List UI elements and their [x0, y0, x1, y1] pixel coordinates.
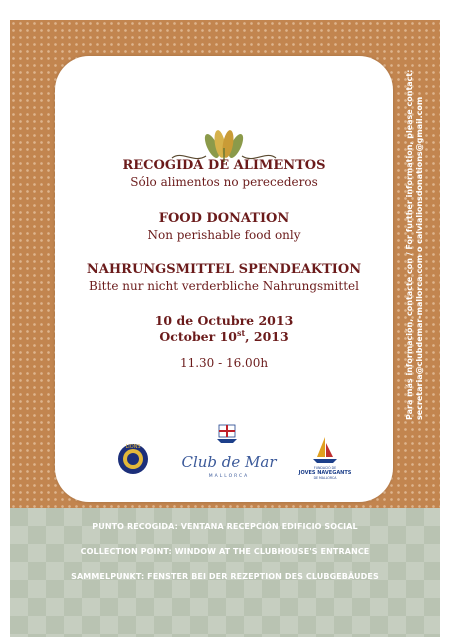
spanish-title: RECOGIDA DE ALIMENTOS	[122, 158, 326, 173]
spanish-subtitle: Sólo alimentos no perecederos	[130, 175, 318, 189]
contact-info	[405, 69, 424, 480]
sponsor-logos	[55, 419, 393, 483]
date-english: October 10st, 2013	[159, 328, 289, 345]
lions-logo-text: LIONS	[125, 444, 141, 450]
date-spanish: 10 de Octubre 2013	[154, 313, 294, 328]
german-subtitle: Bitte nur nicht verderbliche Nahrungsmittel	[89, 279, 359, 293]
time-range: 11.30 - 16.00h	[179, 356, 269, 370]
club-de-mar-text: Club de Mar	[181, 453, 277, 471]
lions-logo-icon	[118, 444, 148, 474]
contact-line-2: secretaria@clubdemar-mallorca.com o calvialionsdonations@gmail.com	[415, 96, 424, 420]
joves-city-text: DE MALLORCA	[313, 476, 337, 480]
contact-line-1: Para más información, contacte con / For further information, please contact:	[405, 69, 414, 420]
info-card	[55, 56, 393, 502]
english-subtitle: Non perishable food only	[147, 228, 301, 242]
english-title: FOOD DONATION	[158, 211, 290, 226]
collection-point-de: SAMMELPUNKT: FENSTER BEI DER REZEPTION DES CLUBGEBÄUDES	[71, 572, 379, 581]
club-de-mar-logo-icon	[181, 425, 277, 479]
joves-name-text: JOVES NAVEGANTS	[298, 470, 352, 476]
german-title: NAHRUNGSMITTEL SPENDEAKTION	[86, 262, 362, 277]
collection-point-en: COLLECTION POINT: WINDOW AT THE CLUBHOUSE'S ENTRANCE	[80, 547, 370, 556]
joves-sub-text: FUNDACIÓ DE	[313, 466, 337, 470]
club-de-mar-subtext: MALLORCA	[208, 474, 250, 479]
joves-navegants-logo-icon	[298, 437, 352, 480]
collection-point-es: PUNTO RECOGIDA: VENTANA RECEPCIÓN EDIFICIO SOCIAL	[92, 522, 358, 531]
poster	[10, 20, 440, 637]
